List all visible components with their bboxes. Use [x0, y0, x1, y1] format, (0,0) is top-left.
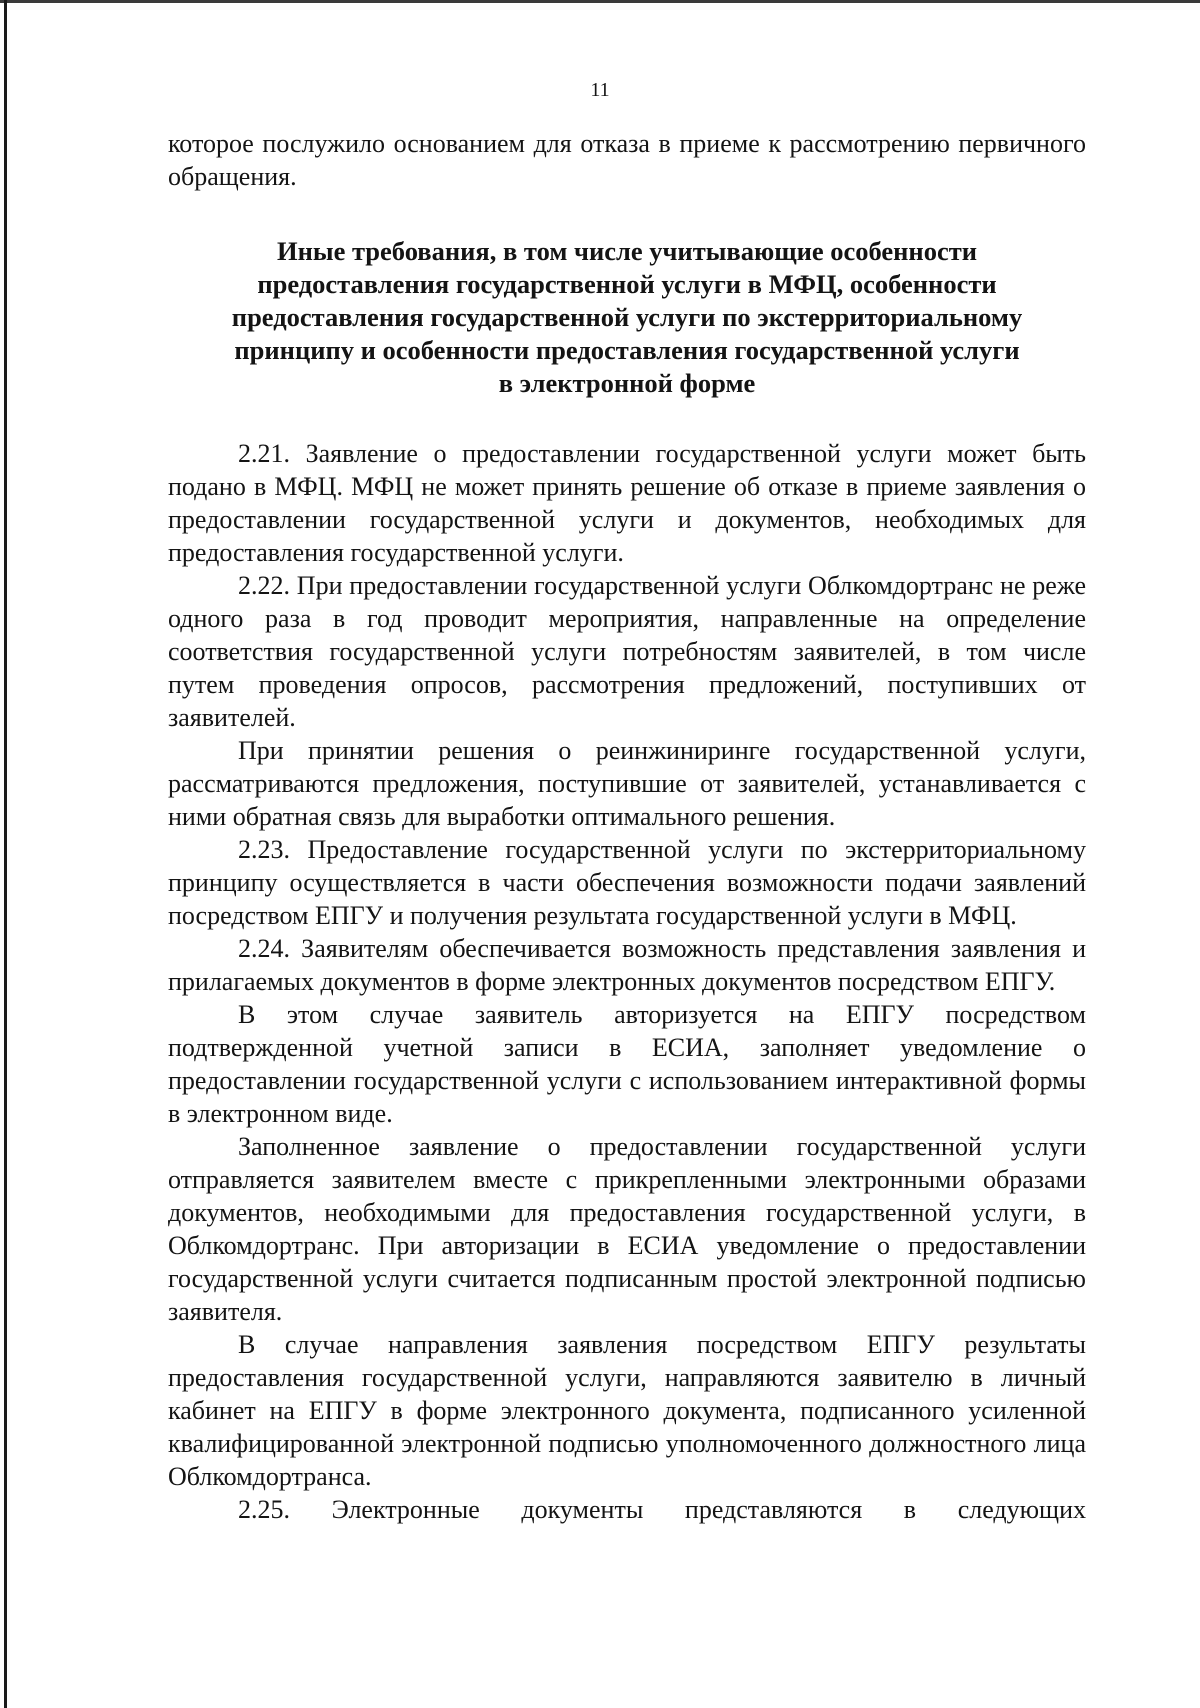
paragraph-2-25: 2.25. Электронные документы представляются в следующих — [238, 1495, 1086, 1524]
paragraph-2-24: 2.24. Заявителям обеспечивается возможность представления заявления и прилагаемых документов в форме электронных документов посредством ЕПГУ. — [168, 934, 1086, 996]
heading-line: предоставления государственной услуги по экстерриториальному — [231, 302, 1023, 332]
heading-line: в электронной форме — [498, 368, 756, 398]
document-body — [168, 127, 1086, 1526]
paragraph-reengineering: При принятии решения о реинжиниринге государственной услуги, рассматриваются предложения, поступившие от заявителей, устанавливается с ними обратная связь для выработки оптимального решения. — [168, 736, 1086, 831]
paragraph-2-22: 2.22. При предоставлении государственной услуги Облкомдортранс не реже одного раза в год проводит мероприятия, направленные на определение соответствия государственной услуги потребностям заявителей, в том числе путем проведения опросов, рассмотрения предложений, поступивших от заявителей. — [168, 571, 1086, 732]
page-number: 11 — [590, 79, 610, 101]
heading-line: Иные требования, в том числе учитывающие особенности — [277, 236, 977, 266]
heading-line: предоставления государственной услуги в МФЦ, особенности — [257, 269, 997, 299]
paragraph-2-23: 2.23. Предоставление государственной услуги по экстерриториальному принципу осуществляется в части обеспечения возможности подачи заявлений посредством ЕПГУ и получения результата государственной услуги в МФЦ. — [168, 835, 1086, 930]
paragraph-esia-auth: В этом случае заявитель авторизуется на ЕПГУ посредством подтвержденной учетной записи в ЕСИА, заполняет уведомление о предоставлении государственной услуги с использованием интерактивной формы в электронном виде. — [168, 1000, 1086, 1128]
paragraph-results: В случае направления заявления посредством ЕПГУ результаты предоставления государственной услуги, направляются заявителю в личный кабинет на ЕПГУ в форме электронного документа, подписанного усиленной квалифицированной электронной подписью уполномоченного должностного лица Облкомдортранса. — [168, 1330, 1086, 1491]
heading-line: принципу и особенности предоставления государственной услуги — [234, 335, 1020, 365]
paragraph-2-21: 2.21. Заявление о предоставлении государственной услуги может быть подано в МФЦ. МФЦ не может принять решение об отказе в приеме заявления о предоставлении государственной услуги и документов, необходимых для предоставления государственной услуги. — [168, 439, 1086, 567]
paragraph-submission: Заполненное заявление о предоставлении государственной услуги отправляется заявителем вместе с прикрепленными электронными образами документов, необходимыми для предоставления государственной услуги, в Облкомдортранс. При авторизации в ЕСИА уведомление о предоставлении государственной услуги считается подписанным простой электронной подписью заявителя. — [168, 1132, 1086, 1326]
intro-paragraph: которое послужило основанием для отказа в приеме к рассмотрению первичного обращения. — [168, 129, 1086, 191]
scan-border-left — [4, 0, 7, 1708]
scan-border-top — [0, 0, 1200, 3]
section-heading — [168, 235, 1086, 400]
